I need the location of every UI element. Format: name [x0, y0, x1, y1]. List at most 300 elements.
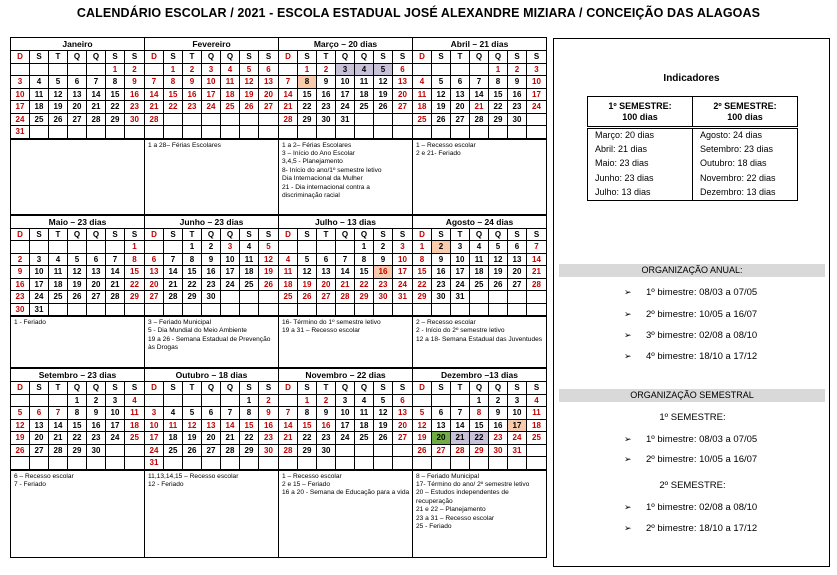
day-cell: 20: [508, 266, 527, 279]
day-cell: 26: [240, 101, 259, 114]
day-cell: 27: [451, 114, 470, 127]
day-cell: 22: [164, 101, 183, 114]
weekday-header: D: [11, 382, 30, 395]
day-cell: 11: [30, 89, 49, 102]
weekday-header: Q: [355, 229, 374, 242]
day-cell: 14: [279, 420, 298, 433]
weekday-header: S: [298, 382, 317, 395]
day-cell: [125, 457, 144, 470]
org-sem-item: ➢ 2º bimestre: 10/05 a 16/07: [624, 454, 758, 465]
day-cell: [49, 304, 68, 317]
day-cell: 26: [68, 291, 87, 304]
day-cell: 18: [125, 420, 144, 433]
day-cell: 10: [202, 76, 221, 89]
day-cell: 15: [489, 89, 508, 102]
day-cell: [240, 457, 259, 470]
day-cell: 27: [259, 101, 278, 114]
day-cell: 18: [355, 420, 374, 433]
org-semestral-title: ORGANIZAÇÃO SEMESTRAL: [559, 389, 825, 402]
day-cell: 28: [470, 114, 489, 127]
note-line: 1 – Recesso escolar: [416, 141, 476, 149]
day-cell: 28: [279, 114, 298, 127]
weekday-header: S: [164, 51, 183, 64]
day-cell: 19: [183, 432, 202, 445]
weekday-header: D: [145, 229, 164, 242]
day-cell: [336, 457, 355, 470]
day-cell: [470, 126, 489, 139]
day-cell: [106, 304, 125, 317]
day-cell: 6: [202, 407, 221, 420]
note-line: 1 a 2– Férias Escolares: [282, 141, 352, 149]
day-cell: 11: [240, 254, 259, 267]
day-cell: 1: [470, 395, 489, 408]
day-cell: 12: [374, 407, 393, 420]
weekday-header: Q: [202, 51, 221, 64]
note-line: 3,4,5 - Planejamento: [282, 158, 343, 166]
day-cell: [451, 64, 470, 77]
day-cell: 5: [374, 64, 393, 77]
day-cell: 5: [298, 254, 317, 267]
weekday-header: S: [508, 229, 527, 242]
day-cell: [68, 457, 87, 470]
day-cell: 14: [221, 420, 240, 433]
day-cell: [527, 126, 546, 139]
day-cell: [240, 126, 259, 139]
weekday-header: Q: [202, 382, 221, 395]
day-cell: 9: [259, 407, 278, 420]
weekday-header: S: [259, 229, 278, 242]
month-notes: [11, 316, 145, 368]
day-cell: 2: [183, 64, 202, 77]
day-cell: 1: [489, 64, 508, 77]
day-cell: 15: [240, 420, 259, 433]
day-cell: [221, 304, 240, 317]
org-anual-item: ➢ 1º bimestre: 08/03 a 07/05: [624, 287, 758, 298]
day-cell: [527, 445, 546, 458]
day-cell: 3: [145, 407, 164, 420]
month-title: Abril – 21 dias: [413, 38, 546, 51]
day-cell: [432, 395, 451, 408]
day-cell: 17: [145, 432, 164, 445]
weekday-header: S: [374, 229, 393, 242]
day-cell: 18: [221, 89, 240, 102]
day-cell: 31: [393, 291, 412, 304]
day-cell: 20: [30, 432, 49, 445]
day-cell: [279, 126, 298, 139]
day-cell: 4: [125, 395, 144, 408]
month-title: Dezembro –13 dias: [413, 369, 546, 382]
day-cell: [106, 445, 125, 458]
sem2-label: 2º SEMESTRE:: [659, 480, 726, 491]
day-cell: [125, 445, 144, 458]
day-cell: 15: [125, 266, 144, 279]
day-cell: [393, 457, 412, 470]
day-cell: 22: [183, 279, 202, 292]
day-cell: [145, 126, 164, 139]
day-cell: 18: [30, 101, 49, 114]
arrow-icon: ➢: [624, 502, 632, 512]
day-cell: 27: [202, 445, 221, 458]
day-cell: [106, 126, 125, 139]
day-cell: 23: [489, 432, 508, 445]
day-cell: [106, 457, 125, 470]
day-cell: 24: [393, 279, 412, 292]
day-cell: [451, 395, 470, 408]
day-cell: 7: [279, 76, 298, 89]
day-cell: 4: [49, 254, 68, 267]
day-cell: 24: [451, 279, 470, 292]
ind-cell: Abril: 21 dias: [588, 142, 693, 157]
day-cell: 28: [336, 291, 355, 304]
arrow-icon: ➢: [624, 309, 632, 319]
day-cell: 11: [470, 254, 489, 267]
month-notes: [145, 139, 279, 215]
day-cell: [183, 395, 202, 408]
weekday-header: T: [451, 382, 470, 395]
day-cell: 8: [413, 254, 432, 267]
day-cell: 6: [87, 254, 106, 267]
day-cell: [11, 241, 30, 254]
day-cell: 5: [374, 395, 393, 408]
day-cell: 11: [164, 420, 183, 433]
weekday-header: T: [183, 229, 202, 242]
day-cell: 27: [317, 291, 336, 304]
note-line: 3 – Início do Ano Escolar: [282, 149, 355, 157]
day-cell: [259, 457, 278, 470]
month-calendar: [11, 368, 145, 470]
day-cell: [259, 291, 278, 304]
day-cell: 22: [68, 432, 87, 445]
day-cell: 1: [106, 64, 125, 77]
month-notes: [11, 139, 145, 215]
day-cell: [87, 304, 106, 317]
day-cell: 1: [164, 64, 183, 77]
day-cell: 3: [336, 64, 355, 77]
day-cell: 25: [125, 432, 144, 445]
weekday-header: Q: [336, 382, 355, 395]
day-cell: [374, 304, 393, 317]
day-cell: 9: [508, 76, 527, 89]
day-cell: 27: [30, 445, 49, 458]
day-cell: 13: [432, 420, 451, 433]
day-cell: [87, 126, 106, 139]
note-line: Dia Internacional da Mulher: [282, 175, 363, 183]
day-cell: 8: [164, 76, 183, 89]
month-calendar: [145, 368, 279, 470]
day-cell: 1: [125, 241, 144, 254]
note-line: 20 – Estudos independentes de recuperação: [416, 489, 509, 505]
month-calendar: [279, 215, 413, 317]
day-cell: 22: [470, 432, 489, 445]
day-cell: 1: [355, 241, 374, 254]
day-cell: 11: [527, 407, 546, 420]
note-line: 21 - Dia internacional contra a discriminação racial: [282, 183, 370, 199]
day-cell: [355, 457, 374, 470]
weekday-header: Q: [470, 51, 489, 64]
day-cell: 2: [317, 395, 336, 408]
day-cell: [527, 114, 546, 127]
day-cell: 9: [317, 76, 336, 89]
weekday-header: S: [259, 51, 278, 64]
day-cell: 9: [317, 407, 336, 420]
weekday-header: Q: [489, 229, 508, 242]
day-cell: 2: [489, 395, 508, 408]
day-cell: 25: [470, 279, 489, 292]
notes-row: [10, 139, 548, 215]
month-notes: [413, 470, 547, 558]
day-cell: 8: [355, 254, 374, 267]
weekday-header: T: [49, 382, 68, 395]
day-cell: 4: [470, 241, 489, 254]
day-cell: [49, 241, 68, 254]
weekday-header: D: [413, 229, 432, 242]
day-cell: 19: [298, 279, 317, 292]
day-cell: 12: [183, 420, 202, 433]
day-cell: 6: [432, 407, 451, 420]
day-cell: [489, 126, 508, 139]
note-line: 8- Início do ano/1º semestre letivo: [282, 166, 382, 174]
day-cell: 14: [470, 89, 489, 102]
day-cell: 15: [298, 89, 317, 102]
day-cell: 12: [259, 254, 278, 267]
month-notes: [145, 470, 279, 558]
day-cell: 22: [413, 279, 432, 292]
day-cell: [432, 126, 451, 139]
day-cell: 17: [11, 101, 30, 114]
sem1-label: 1º SEMESTRE:: [659, 412, 726, 423]
day-cell: 17: [202, 89, 221, 102]
weekday-header: D: [279, 229, 298, 242]
day-cell: 14: [49, 420, 68, 433]
day-cell: 28: [221, 445, 240, 458]
day-cell: 17: [508, 420, 527, 433]
weekday-header: Q: [489, 51, 508, 64]
day-cell: 27: [508, 279, 527, 292]
day-cell: 14: [87, 89, 106, 102]
day-cell: 6: [145, 254, 164, 267]
weekday-header: Q: [68, 51, 87, 64]
note-line: 2 e 21- Feriado: [416, 149, 461, 157]
day-cell: 9: [183, 76, 202, 89]
day-cell: 17: [336, 89, 355, 102]
day-cell: 23: [87, 432, 106, 445]
weekday-header: S: [240, 382, 259, 395]
day-cell: [470, 304, 489, 317]
day-cell: 25: [49, 291, 68, 304]
day-cell: 11: [355, 407, 374, 420]
day-cell: 27: [432, 445, 451, 458]
day-cell: 26: [183, 445, 202, 458]
day-cell: 11: [279, 266, 298, 279]
day-cell: 23: [11, 291, 30, 304]
day-cell: 16: [317, 420, 336, 433]
month-title: Fevereiro: [145, 38, 278, 51]
day-cell: 3: [11, 76, 30, 89]
weekday-header: S: [393, 51, 412, 64]
day-cell: 12: [432, 89, 451, 102]
day-cell: 10: [221, 254, 240, 267]
weekday-header: S: [30, 229, 49, 242]
note-line: 12 a 18- Semana Estadual das Juventudes: [416, 335, 543, 343]
day-cell: [202, 114, 221, 127]
weekday-header: S: [106, 51, 125, 64]
day-cell: 18: [413, 101, 432, 114]
day-cell: 5: [68, 254, 87, 267]
day-cell: 10: [145, 420, 164, 433]
day-cell: 23: [202, 279, 221, 292]
day-cell: [202, 304, 221, 317]
month-calendar: [413, 215, 547, 317]
day-cell: 2: [11, 254, 30, 267]
day-cell: [355, 114, 374, 127]
day-cell: 13: [259, 76, 278, 89]
note-line: 17- Término do ano/ 2º semestre letivo: [416, 480, 530, 488]
day-cell: 1: [298, 395, 317, 408]
weekday-header: S: [125, 229, 144, 242]
day-cell: 6: [451, 76, 470, 89]
day-cell: [451, 126, 470, 139]
weekday-header: S: [527, 382, 546, 395]
day-cell: 3: [508, 395, 527, 408]
day-cell: 20: [393, 89, 412, 102]
day-cell: 5: [489, 241, 508, 254]
day-cell: 18: [49, 279, 68, 292]
org-anual-item: ➢ 4º bimestre: 18/10 a 17/12: [624, 351, 758, 362]
weekday-header: T: [317, 51, 336, 64]
weekday-header: S: [125, 51, 144, 64]
day-cell: 22: [125, 279, 144, 292]
day-cell: 19: [49, 101, 68, 114]
day-cell: 3: [527, 64, 546, 77]
day-cell: 29: [298, 114, 317, 127]
day-cell: [145, 304, 164, 317]
day-cell: [527, 291, 546, 304]
day-cell: 29: [106, 114, 125, 127]
weekday-header: D: [413, 382, 432, 395]
day-cell: 5: [183, 407, 202, 420]
month-title: Outubro – 18 dias: [145, 369, 278, 382]
note-line: 16- Término do 1º semestre letivo: [282, 319, 381, 326]
calendar-grid: [10, 37, 548, 558]
day-cell: 7: [87, 76, 106, 89]
month-calendar: [11, 37, 145, 139]
day-cell: [183, 304, 202, 317]
weekday-header: S: [298, 51, 317, 64]
day-cell: [298, 241, 317, 254]
day-cell: [259, 126, 278, 139]
day-cell: [68, 241, 87, 254]
day-cell: [508, 291, 527, 304]
month-band: [10, 368, 548, 470]
day-cell: [221, 457, 240, 470]
day-cell: 17: [106, 420, 125, 433]
day-cell: 18: [164, 432, 183, 445]
day-cell: 28: [279, 445, 298, 458]
month-calendar: [413, 368, 547, 470]
day-cell: 24: [11, 114, 30, 127]
day-cell: 15: [298, 420, 317, 433]
day-cell: 4: [164, 407, 183, 420]
note-line: 11,13,14,15 – Recesso escolar: [148, 472, 239, 480]
day-cell: 26: [11, 445, 30, 458]
day-cell: 9: [87, 407, 106, 420]
day-cell: [30, 241, 49, 254]
day-cell: 26: [49, 114, 68, 127]
day-cell: 21: [279, 101, 298, 114]
day-cell: [87, 241, 106, 254]
arrow-icon: ➢: [624, 434, 632, 444]
weekday-header: D: [145, 51, 164, 64]
day-cell: 8: [125, 254, 144, 267]
day-cell: 16: [202, 266, 221, 279]
day-cell: 29: [68, 445, 87, 458]
day-cell: [489, 304, 508, 317]
day-cell: 29: [489, 114, 508, 127]
day-cell: 1: [183, 241, 202, 254]
day-cell: 4: [355, 64, 374, 77]
day-cell: 28: [145, 114, 164, 127]
day-cell: [87, 457, 106, 470]
day-cell: [240, 114, 259, 127]
day-cell: 1: [413, 241, 432, 254]
day-cell: 18: [279, 279, 298, 292]
day-cell: 15: [164, 89, 183, 102]
day-cell: 27: [145, 291, 164, 304]
day-cell: 11: [221, 76, 240, 89]
month-calendar: [145, 215, 279, 317]
day-cell: [49, 395, 68, 408]
weekday-header: T: [451, 51, 470, 64]
month-calendar: [279, 368, 413, 470]
day-cell: [432, 457, 451, 470]
day-cell: [125, 126, 144, 139]
day-cell: 6: [393, 395, 412, 408]
day-cell: 20: [259, 89, 278, 102]
day-cell: 13: [393, 76, 412, 89]
day-cell: 16: [317, 89, 336, 102]
day-cell: 21: [470, 101, 489, 114]
day-cell: 6: [259, 64, 278, 77]
month-calendar: [279, 37, 413, 139]
day-cell: 12: [374, 76, 393, 89]
day-cell: [240, 304, 259, 317]
day-cell: 31: [145, 457, 164, 470]
day-cell: 24: [202, 101, 221, 114]
month-title: Agosto – 24 dias: [413, 216, 546, 229]
day-cell: [30, 457, 49, 470]
arrow-icon: ➢: [624, 523, 632, 533]
day-cell: 13: [87, 266, 106, 279]
day-cell: 24: [106, 432, 125, 445]
day-cell: 20: [87, 279, 106, 292]
day-cell: 15: [413, 266, 432, 279]
month-title: Março – 20 dias: [279, 38, 412, 51]
day-cell: 11: [413, 89, 432, 102]
day-cell: 19: [374, 89, 393, 102]
day-cell: 14: [527, 254, 546, 267]
weekday-header: D: [279, 382, 298, 395]
day-cell: 3: [336, 395, 355, 408]
day-cell: 17: [393, 266, 412, 279]
day-cell: 16: [87, 420, 106, 433]
day-cell: 13: [393, 407, 412, 420]
day-cell: [355, 126, 374, 139]
day-cell: 14: [164, 266, 183, 279]
day-cell: 12: [413, 420, 432, 433]
org-anual-item: ➢ 3º bimestre: 02/08 a 08/10: [624, 330, 758, 341]
day-cell: 26: [489, 279, 508, 292]
day-cell: [470, 457, 489, 470]
